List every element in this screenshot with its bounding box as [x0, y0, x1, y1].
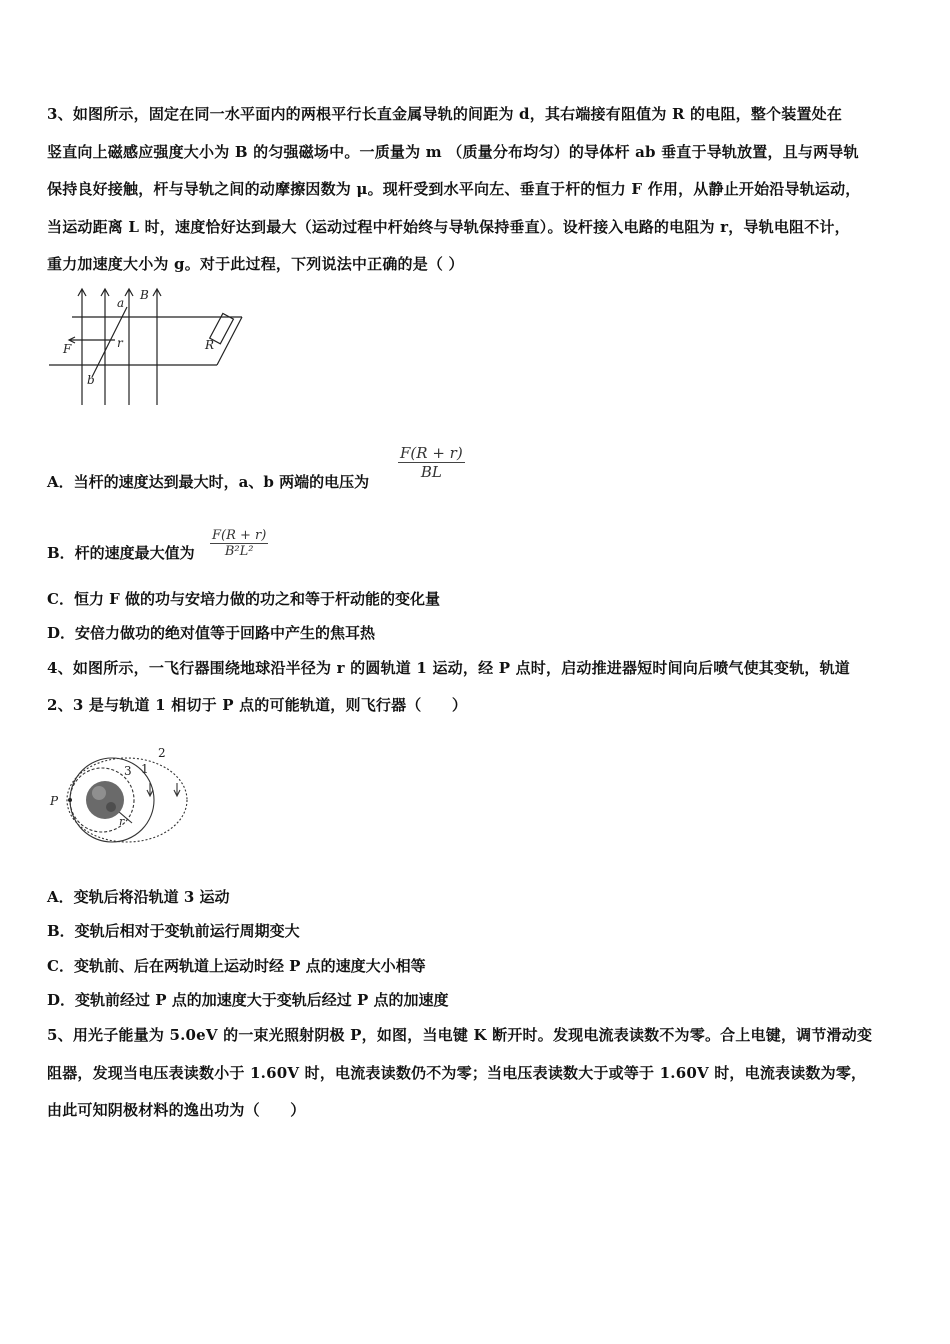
q3-line-3: 保持良好接触，杆与导轨之间的动摩擦因数为 μ。现杆受到水平向左、垂直于杆的恒力 F 作用，从静止开始沿导轨运动， [47, 180, 861, 198]
q3-option-a-fraction [398, 444, 465, 481]
q5-line-1: 5、用光子能量为 5.0eV 的一束光照射阴极 P，如图，当电键 K 断开时。发现电流表读数不为零。合上电键，调节滑动变 [47, 1026, 873, 1044]
q3-label-R: R [205, 338, 215, 352]
q3-option-a-numerator: F(R + r) [400, 444, 463, 462]
q4-label-orbit-2: 2 [158, 746, 166, 760]
q4-option-c: C．变轨前、后在两轨道上运动时经 P 点的速度大小相等 [47, 957, 426, 975]
q3-line-1: 3、如图所示，固定在同一水平面内的两根平行长直金属导轨的间距为 d，其右端接有阻值为 R 的电阻，整个装置处在 [47, 105, 843, 123]
q3-option-b: B．杆的速度最大值为 [47, 544, 195, 562]
q3-label-b: b [87, 373, 95, 387]
q4-label-orbit-3: 3 [124, 764, 132, 778]
q4-label-P: P [50, 794, 59, 808]
q4-orbit-diagram [47, 743, 197, 843]
q3-option-a: A．当杆的速度达到最大时，a、b 两端的电压为 [47, 473, 370, 491]
q4-line-2: 2、3 是与轨道 1 相切于 P 点的可能轨道，则飞行器（ ） [47, 696, 468, 714]
q3-line-2: 竖直向上磁感应强度大小为 B 的匀强磁场中。一质量为 m （质量分布均匀）的导体杆 ab 垂直于导轨放置，且与两导轨 [47, 143, 859, 161]
q5-line-2: 阻器，发现当电压表读数小于 1.60V 时，电流表读数仍不为零；当电压表读数大于或等于 1.60V 时，电流表读数为零， [47, 1064, 867, 1082]
q4-label-r: r [119, 815, 125, 828]
q4-line-1: 4、如图所示，一飞行器围绕地球沿半径为 r 的圆轨道 1 运动，经 P 点时，启动推进器短时间向后喷气使其变轨，轨道 [47, 659, 850, 677]
q3-line-5: 重力加速度大小为 g。对于此过程，下列说法中正确的是（ ） [47, 255, 464, 273]
q3-option-b-denominator: B²L² [224, 544, 254, 559]
q3-label-r: r [117, 336, 123, 350]
q3-label-B: B [140, 288, 149, 302]
q4-option-d: D．变轨前经过 P 点的加速度大于变轨后经过 P 点的加速度 [47, 991, 449, 1009]
q3-option-a-denominator: BL [420, 463, 442, 481]
q3-option-b-fraction [210, 528, 268, 559]
q3-line-4: 当运动距离 L 时，速度恰好达到最大（运动过程中杆始终与导轨保持垂直）。设杆接入电路的电阻为 r，导轨电阻不计， [47, 218, 850, 236]
q4-option-a: A．变轨后将沿轨道 3 运动 [47, 888, 230, 906]
q4-option-b: B．变轨后相对于变轨前运行周期变大 [47, 922, 300, 940]
q3-option-b-numerator: F(R + r) [212, 528, 267, 543]
q3-option-c: C．恒力 F 做的功与安培力做的功之和等于杆动能的变化量 [47, 590, 441, 608]
q3-rails-diagram [47, 285, 277, 410]
q4-label-orbit-1: 1 [141, 762, 149, 776]
q3-option-d: D．安倍力做功的绝对值等于回路中产生的焦耳热 [47, 624, 376, 642]
q5-line-3: 由此可知阴极材料的逸出功为（ ） [47, 1101, 306, 1119]
q3-label-F: F [63, 342, 72, 356]
q3-label-a: a [117, 296, 125, 310]
